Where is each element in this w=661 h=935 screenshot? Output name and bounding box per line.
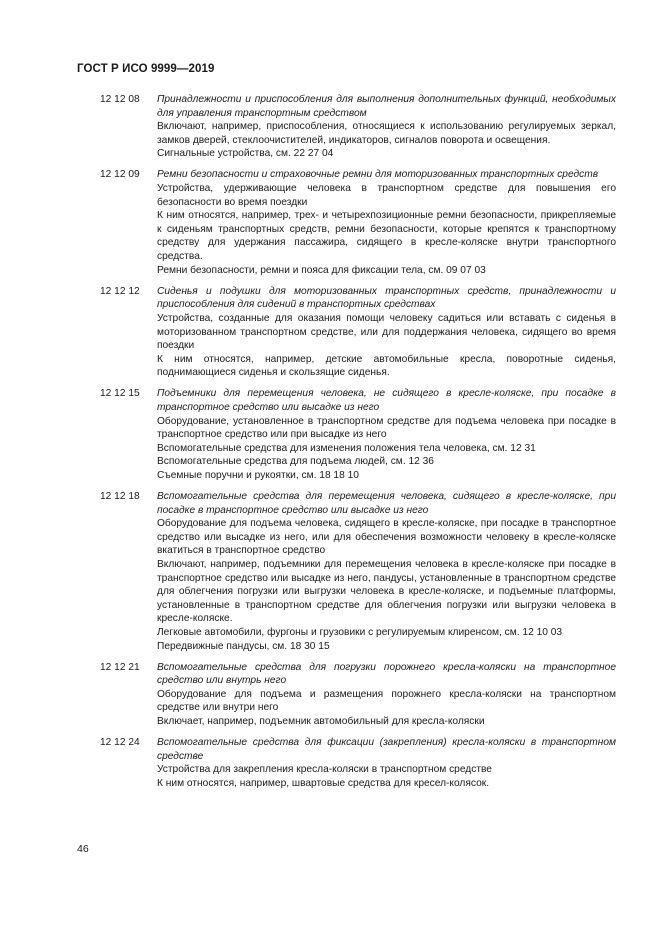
entry-paragraph: Сигнальные устройства, см. 22 27 04 <box>157 148 334 160</box>
classification-entries <box>100 93 616 798</box>
entry-code: 12 12 08 <box>100 94 140 105</box>
entry-12-12-12 <box>100 285 616 380</box>
entry-term: Вспомогательные средства для фиксации (закрепления) кресла-коляски в транспортном средстве <box>157 737 616 762</box>
entry-term: Вспомогательные средства для перемещения человека, сидящего в кресле-коляске, при посадке в транспортное средство или высадке из него <box>157 491 616 516</box>
entry-body <box>157 736 616 790</box>
entry-paragraph: Включают, например, приспособления, относящиеся к использованию регулируемых зеркал, замков дверей, стеклоочистителей, индикаторов, сигналов поворота и освещения. <box>157 121 616 146</box>
entry-paragraph: Легковые автомобили, фургоны и грузовики с регулируемым клиренсом, см. 12 10 03 <box>157 626 563 638</box>
entry-term: Сиденья и подушки для моторизованных транспортных средств, принадлежности и приспособления для сидений в транспортных средствах <box>157 285 616 311</box>
entry-paragraph: Включают, например, подъемники для перемещения человека в кресле-коляске при посадке в транспортное средство или высадке из него, пандусы, установленные в транспортном средстве для облегчения погрузки или выгрузки человека в кресле-коляске, и подъемные платформы, установленные в транспортном средстве для облегчения погрузки или выгрузки человека в кресле-коляске. <box>157 559 616 625</box>
entry-term: Подъемники для перемещения человека, не сидящего в кресле-коляске, при посадке в транспортное средство или высадке из него <box>157 388 616 413</box>
entry-paragraph: Устройства, удерживающие человека в транспортном средстве для повышения его безопасности во время поездки <box>157 183 616 208</box>
entry-term: Вспомогательные средства для погрузки порожнего кресла-коляски на транспортное средство или внутрь него <box>157 661 616 687</box>
entry-paragraph: Съемные поручни и рукоятки, см. 18 18 10 <box>157 469 359 481</box>
entry-paragraph: Устройства, созданные для оказания помощи человеку садиться или вставать с сиденья в моторизованном транспортном средстве, или для поддержания человека, сидящего во время поездки <box>157 312 616 352</box>
entry-code: 12 12 21 <box>100 661 140 673</box>
entry-paragraph: Ремни безопасности, ремни и пояса для фиксации тела, см. 09 07 03 <box>157 264 486 276</box>
entry-body <box>157 490 616 653</box>
entry-12-12-09 <box>100 168 616 277</box>
entry-code: 12 12 15 <box>100 388 140 400</box>
entry-12-12-21 <box>100 661 616 729</box>
entry-term: Ремни безопасности и страховочные ремни для моторизованных транспортных средств <box>157 169 599 181</box>
entry-12-12-24 <box>100 736 616 790</box>
entry-code: 12 12 18 <box>100 491 140 503</box>
entry-paragraph: К ним относятся, например, швартовые средства для кресел-колясок. <box>157 777 490 789</box>
entry-12-12-18 <box>100 490 616 653</box>
entry-body <box>157 387 616 482</box>
page-number: 46 <box>77 843 89 855</box>
entry-paragraph: Передвижные пандусы, см. 18 30 15 <box>157 640 330 652</box>
entry-12-12-15 <box>100 387 616 482</box>
entry-12-12-08 <box>100 93 616 161</box>
entry-body <box>157 285 616 380</box>
entry-term: Принадлежности и приспособления для выполнения дополнительных функций, необходимых для управления транспортным средством <box>157 94 616 119</box>
entry-code: 12 12 09 <box>100 169 140 181</box>
entry-paragraph: Вспомогательные средства для подъема людей, см. 12 36 <box>157 456 434 468</box>
entry-body <box>157 661 616 729</box>
entry-paragraph: К ним относятся, например, детские автомобильные кресла, поворотные сиденья, поднимающиеся сиденья и скользящие сиденья. <box>157 353 616 379</box>
entry-body <box>157 168 616 277</box>
entry-code: 12 12 12 <box>100 285 140 297</box>
entry-paragraph: К ним относятся, например, трех- и четырехпозиционные ремни безопасности, прикрепляемые к сиденьям транспортных средств, ремни безопасности, которые крепятся к транспортному средству для удержания пассажира, сидящего в кресле-коляске внутри транспортного средства. <box>157 210 616 263</box>
document-code-header: ГОСТ Р ИСО 9999—2019 <box>77 63 215 75</box>
entry-paragraph: Устройства для закрепления кресла-коляски в транспортном средстве <box>157 764 492 776</box>
entry-paragraph: Включает, например, подъемник автомобильный для кресла-коляски <box>157 716 485 728</box>
entry-body <box>157 93 616 161</box>
entry-paragraph: Вспомогательные средства для изменения положения тела человека, см. 12 31 <box>157 442 536 454</box>
entry-paragraph: Оборудование, установленное в транспортном средстве для подъема человека при посадке в транспортное средство или при высадке из него <box>157 415 616 441</box>
entry-paragraph: Оборудование для подъема человека, сидящего в кресле-коляске, при посадке в транспортное средство или высадке из него, или для обеспечения возможности человеку в кресле-коляске вкатиться в транспортное средство <box>157 518 616 557</box>
entry-code: 12 12 24 <box>100 737 140 749</box>
entry-paragraph: Оборудование для подъема и размещения порожнего кресла-коляски на транспортном средстве или внутри него <box>157 688 616 714</box>
